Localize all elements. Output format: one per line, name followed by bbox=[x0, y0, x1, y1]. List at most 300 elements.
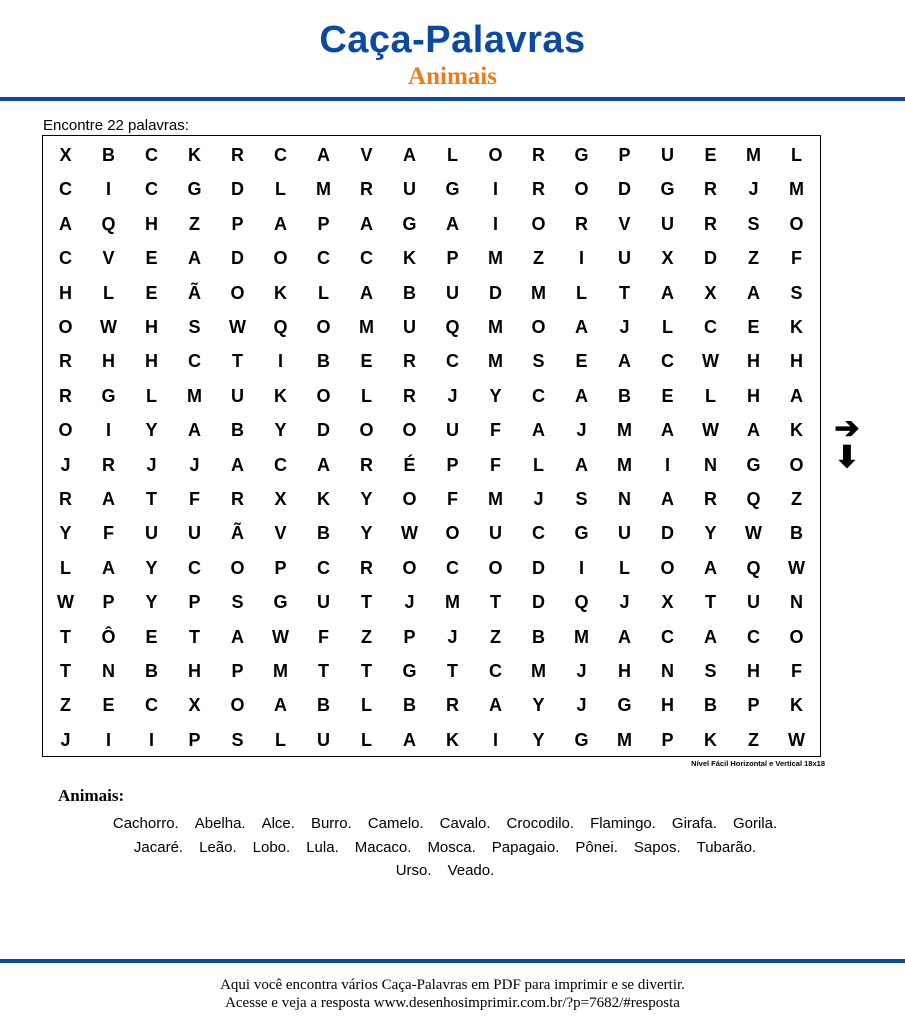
grid-cell: A bbox=[188, 420, 201, 441]
grid-cell: R bbox=[575, 213, 588, 234]
grid-cell: U bbox=[446, 420, 459, 441]
grid-cell: A bbox=[403, 729, 416, 750]
grid-cell: G bbox=[402, 213, 417, 234]
grid-cell: A bbox=[575, 385, 588, 406]
grid-cell: R bbox=[446, 695, 459, 716]
grid-cell: I bbox=[105, 179, 111, 200]
grid-cell: M bbox=[617, 454, 632, 475]
grid-cell: F bbox=[791, 248, 802, 269]
grid-cell: M bbox=[746, 145, 761, 165]
grid-cell: Q bbox=[445, 317, 460, 337]
grid-cell: L bbox=[103, 282, 114, 303]
grid-cell: L bbox=[619, 557, 630, 578]
grid-cell: K bbox=[790, 695, 803, 716]
grid-cell: V bbox=[274, 523, 287, 544]
grid-cell: S bbox=[231, 729, 244, 750]
word-item: Camelo. bbox=[367, 815, 424, 832]
grid-cell: C bbox=[360, 248, 373, 269]
grid-cell: M bbox=[488, 489, 503, 509]
grid-cell: K bbox=[188, 145, 201, 165]
grid-cell: B bbox=[403, 695, 416, 716]
grid-cell: A bbox=[317, 454, 330, 475]
word-list-heading: Animais: bbox=[58, 786, 125, 805]
grid-cell: C bbox=[661, 626, 674, 647]
grid-cell: V bbox=[360, 145, 373, 165]
grid-cell: W bbox=[57, 592, 74, 613]
grid-cell: L bbox=[60, 557, 71, 578]
grid-cell: I bbox=[578, 557, 584, 578]
grid-cell: B bbox=[317, 523, 330, 544]
grid-cell: C bbox=[532, 523, 545, 544]
grid-cell: K bbox=[274, 282, 287, 303]
grid-cell: R bbox=[59, 385, 72, 406]
grid-cell: H bbox=[145, 317, 158, 337]
word-item: Mosca. bbox=[427, 838, 476, 856]
grid-cell: E bbox=[102, 695, 115, 716]
grid-cell: R bbox=[704, 489, 717, 509]
grid-cell: A bbox=[747, 420, 760, 441]
grid-cell: F bbox=[189, 489, 200, 509]
grid-cell: O bbox=[316, 317, 331, 337]
grid-cell: L bbox=[705, 385, 716, 406]
grid-cell: I bbox=[148, 729, 154, 750]
grid-cell: O bbox=[58, 317, 73, 337]
grid-cell: E bbox=[145, 626, 158, 647]
grid-cell: P bbox=[747, 695, 760, 716]
grid-cell: A bbox=[618, 626, 631, 647]
grid-cell: U bbox=[618, 248, 631, 269]
grid-cell: V bbox=[102, 248, 115, 269]
grid-cell: D bbox=[317, 420, 330, 441]
footer-line-1: Aqui você encontra vários Caça-Palavras em PDF para imprimir e se divertir. bbox=[220, 977, 685, 993]
grid-cell: T bbox=[361, 592, 372, 613]
grid-cell: X bbox=[59, 145, 72, 165]
grid-cell: H bbox=[618, 661, 631, 681]
bottom-divider bbox=[0, 959, 905, 963]
grid-cell: R bbox=[704, 179, 717, 200]
grid-cell: Y bbox=[274, 420, 287, 441]
grid-cell: D bbox=[489, 282, 502, 303]
grid-cell: L bbox=[533, 454, 544, 475]
grid-cell: A bbox=[360, 213, 373, 234]
grid-cell: A bbox=[575, 317, 588, 337]
word-item: Crocodilo. bbox=[506, 815, 575, 832]
grid-cell: A bbox=[575, 454, 588, 475]
grid-cell: C bbox=[317, 557, 330, 578]
grid-cell: J bbox=[576, 695, 587, 716]
grid-cell: E bbox=[661, 385, 674, 406]
word-item: Cavalo. bbox=[439, 815, 491, 832]
grid-cell: L bbox=[576, 282, 587, 303]
grid-cell: T bbox=[60, 626, 71, 647]
grid-cell: L bbox=[361, 385, 372, 406]
grid-cell: H bbox=[790, 351, 803, 372]
grid-cell: U bbox=[489, 523, 502, 544]
grid-cell: M bbox=[359, 317, 374, 337]
grid-cell: Z bbox=[490, 626, 501, 647]
grid-cell: U bbox=[231, 385, 244, 406]
word-item: Tubarão. bbox=[696, 838, 757, 856]
grid-cell: Q bbox=[746, 489, 761, 509]
grid-cell: W bbox=[100, 317, 117, 337]
grid-cell: W bbox=[745, 523, 762, 544]
grid-cell: L bbox=[361, 729, 372, 750]
grid-cell: H bbox=[747, 661, 760, 681]
grid-cell: S bbox=[532, 351, 545, 372]
grid-cell: U bbox=[661, 145, 674, 165]
grid-cell: Y bbox=[145, 592, 158, 613]
grid-cell: O bbox=[402, 489, 417, 509]
grid-cell: Y bbox=[360, 523, 373, 544]
grid-cell: C bbox=[145, 695, 158, 716]
grid-cell: T bbox=[232, 351, 243, 372]
grid-cell: H bbox=[145, 351, 158, 372]
grid-cell: Y bbox=[360, 489, 373, 509]
grid-cell: U bbox=[188, 523, 201, 544]
grid-cell: F bbox=[490, 454, 501, 475]
grid-cell: Y bbox=[489, 385, 502, 406]
grid-cell: Z bbox=[791, 489, 802, 509]
grid-cell: Y bbox=[704, 523, 717, 544]
grid-cell: S bbox=[790, 282, 803, 303]
grid-cell: O bbox=[445, 523, 460, 544]
grid-cell: O bbox=[789, 626, 804, 647]
grid-cell: K bbox=[446, 729, 459, 750]
grid-cell: M bbox=[617, 729, 632, 750]
grid-cell: D bbox=[618, 179, 631, 200]
grid-cell: P bbox=[188, 592, 201, 613]
grid-cell: O bbox=[531, 213, 546, 234]
grid-cell: S bbox=[575, 489, 588, 509]
grid-cell: R bbox=[59, 489, 72, 509]
grid-cell: J bbox=[404, 592, 415, 613]
grid-cell: O bbox=[531, 317, 546, 337]
grid-cell: S bbox=[747, 213, 760, 234]
grid-cell: Y bbox=[59, 523, 72, 544]
grid-cell: N bbox=[102, 661, 115, 681]
grid-cell: R bbox=[231, 489, 244, 509]
grid-cell: W bbox=[788, 729, 805, 750]
grid-cell: E bbox=[747, 317, 760, 337]
grid-cell: J bbox=[619, 317, 630, 337]
word-list bbox=[40, 812, 850, 883]
grid-cell: T bbox=[318, 661, 329, 681]
grid-cell: G bbox=[660, 179, 675, 200]
grid-cell: P bbox=[618, 145, 631, 165]
grid-cell: O bbox=[402, 557, 417, 578]
grid-cell: P bbox=[231, 213, 244, 234]
grid-cell: R bbox=[532, 179, 545, 200]
grid-cell: P bbox=[661, 729, 674, 750]
word-item: Macaco. bbox=[354, 838, 412, 856]
grid-cell: F bbox=[791, 661, 802, 681]
grid-cell: P bbox=[317, 213, 330, 234]
grid-cell: U bbox=[661, 213, 674, 234]
grid-cell: C bbox=[489, 661, 502, 681]
grid-cell: P bbox=[446, 454, 459, 475]
grid-cell: A bbox=[790, 385, 803, 406]
grid-cell: B bbox=[618, 385, 631, 406]
grid-cell: L bbox=[791, 145, 802, 165]
grid-cell: K bbox=[790, 420, 803, 441]
grid-cell: I bbox=[664, 454, 670, 475]
grid-cell: G bbox=[402, 661, 417, 681]
grid-cell: H bbox=[59, 282, 72, 303]
word-item: Lobo. bbox=[252, 838, 291, 856]
grid-cell: Z bbox=[361, 626, 372, 647]
grid-cell: I bbox=[277, 351, 283, 372]
grid-cell: T bbox=[189, 626, 200, 647]
grid-cell: E bbox=[145, 282, 158, 303]
grid-cell: T bbox=[490, 592, 501, 613]
grid-cell: A bbox=[661, 282, 674, 303]
grid-cell: V bbox=[618, 213, 631, 234]
grid-cell: U bbox=[403, 317, 416, 337]
grid-cell: L bbox=[447, 145, 458, 165]
grid-cell: I bbox=[492, 213, 498, 234]
grid-cell: O bbox=[230, 282, 245, 303]
grid-cell: A bbox=[661, 489, 674, 509]
grid-cell: O bbox=[402, 420, 417, 441]
grid-cell: X bbox=[661, 592, 674, 613]
grid-cell: P bbox=[403, 626, 416, 647]
grid-cell: M bbox=[789, 179, 804, 200]
word-item: Flamingo. bbox=[590, 815, 656, 832]
grid-cell: R bbox=[403, 351, 416, 372]
grid-cell: F bbox=[447, 489, 458, 509]
grid-cell: A bbox=[747, 282, 760, 303]
grid-cell: B bbox=[532, 626, 545, 647]
grid-cell: H bbox=[747, 351, 760, 372]
grid-cell: H bbox=[747, 385, 760, 406]
grid-cell: B bbox=[790, 523, 803, 544]
grid-cell: K bbox=[317, 489, 330, 509]
grid-cell: D bbox=[532, 592, 545, 613]
grid-cell: C bbox=[274, 145, 287, 165]
grid-cell: L bbox=[662, 317, 673, 337]
grid-cell: O bbox=[230, 695, 245, 716]
grid-cell: C bbox=[661, 351, 674, 372]
grid-cell: Y bbox=[532, 729, 545, 750]
grid-cell: O bbox=[273, 248, 288, 269]
grid-cell: A bbox=[188, 248, 201, 269]
grid-cell: C bbox=[317, 248, 330, 269]
grid-cell: T bbox=[146, 489, 157, 509]
word-item: Urso. bbox=[395, 862, 432, 879]
grid-cell: S bbox=[231, 592, 244, 613]
grid-cell: K bbox=[704, 729, 717, 750]
grid-cell: B bbox=[704, 695, 717, 716]
arrow-down-icon: ⬇ bbox=[834, 441, 860, 474]
grid-cell: R bbox=[59, 351, 72, 372]
grid-cell: C bbox=[532, 385, 545, 406]
grid-cell: U bbox=[618, 523, 631, 544]
grid-cell: R bbox=[102, 454, 115, 475]
grid-cell: U bbox=[317, 729, 330, 750]
grid-cell: Y bbox=[145, 420, 158, 441]
grid-cell: H bbox=[188, 661, 201, 681]
grid-cell: O bbox=[359, 420, 374, 441]
grid-cell: I bbox=[105, 420, 111, 441]
page-title: Caça-Palavras bbox=[319, 19, 586, 61]
grid-cell: A bbox=[59, 213, 72, 234]
grid-cell: F bbox=[490, 420, 501, 441]
grid-cell: B bbox=[231, 420, 244, 441]
grid-cell: J bbox=[447, 385, 458, 406]
grid-cell: C bbox=[59, 248, 72, 269]
grid-cell: J bbox=[146, 454, 157, 475]
grid-cell: H bbox=[102, 351, 115, 372]
grid-cell: R bbox=[403, 385, 416, 406]
word-item: Sapos. bbox=[633, 838, 681, 856]
grid-cell: E bbox=[704, 145, 717, 165]
grid-cell: T bbox=[361, 661, 372, 681]
grid-cell: M bbox=[273, 661, 288, 681]
grid-cell: A bbox=[274, 213, 287, 234]
footer-line-2: Acesse e veja a resposta www.desenhosimprimir.com.br/?p=7682/#resposta bbox=[225, 995, 680, 1011]
grid-cell: C bbox=[188, 351, 201, 372]
grid-cell: U bbox=[145, 523, 158, 544]
grid-cell: Y bbox=[145, 557, 158, 578]
grid-cell: J bbox=[60, 729, 71, 750]
grid-cell: J bbox=[576, 661, 587, 681]
grid-cell: J bbox=[748, 179, 759, 200]
grid-cell: K bbox=[274, 385, 287, 406]
grid-cell: X bbox=[274, 489, 287, 509]
grid-cell: G bbox=[746, 454, 761, 475]
grid-cell: B bbox=[145, 661, 158, 681]
grid-cell: M bbox=[488, 317, 503, 337]
word-item: Cachorro. bbox=[112, 815, 179, 832]
grid-cell: B bbox=[102, 145, 115, 165]
grid-cell: J bbox=[189, 454, 200, 475]
grid-cell: U bbox=[747, 592, 760, 613]
grid-cell: A bbox=[102, 557, 115, 578]
word-item: Girafa. bbox=[671, 815, 717, 832]
grid-cell: O bbox=[789, 454, 804, 475]
grid-cell: I bbox=[492, 179, 498, 200]
word-item: Abelha. bbox=[194, 815, 246, 832]
grid-cell: Ô bbox=[101, 626, 116, 647]
grid-cell: C bbox=[747, 626, 760, 647]
grid-cell: Ã bbox=[231, 523, 244, 544]
grid-cell: C bbox=[446, 351, 459, 372]
grid-cell: J bbox=[533, 489, 544, 509]
grid-cell: X bbox=[704, 282, 717, 303]
grid-cell: T bbox=[619, 282, 630, 303]
grid-cell: J bbox=[447, 626, 458, 647]
grid-cell: J bbox=[576, 420, 587, 441]
grid-cell: B bbox=[317, 351, 330, 372]
grid-cell: A bbox=[704, 626, 717, 647]
grid-cell: P bbox=[231, 661, 244, 681]
grid-cell: A bbox=[102, 489, 115, 509]
grid-cell: R bbox=[360, 557, 373, 578]
grid-cell: A bbox=[489, 695, 502, 716]
grid-cell: R bbox=[360, 454, 373, 475]
grid-cell: A bbox=[231, 626, 244, 647]
grid-cell: B bbox=[317, 695, 330, 716]
grid-cell: L bbox=[275, 729, 286, 750]
grid-cell: É bbox=[403, 454, 416, 475]
grid-cell: K bbox=[403, 248, 416, 269]
grid-cell: A bbox=[532, 420, 545, 441]
grid-cell: R bbox=[704, 213, 717, 234]
grid-cell: L bbox=[275, 179, 286, 200]
grid-cell: U bbox=[446, 282, 459, 303]
grid-cell: C bbox=[704, 317, 717, 337]
word-item: Alce. bbox=[261, 815, 295, 832]
grid-cell: I bbox=[492, 729, 498, 750]
top-divider bbox=[0, 97, 905, 101]
word-item: Pônei. bbox=[575, 838, 618, 856]
grid-cell: C bbox=[188, 557, 201, 578]
word-item: Leão. bbox=[199, 838, 237, 856]
grid-cell: J bbox=[60, 454, 71, 475]
grid-cell: G bbox=[574, 523, 589, 544]
grid-cell: T bbox=[705, 592, 716, 613]
grid-cell: A bbox=[274, 695, 287, 716]
grid-cell: M bbox=[531, 661, 546, 681]
grid-cell: F bbox=[103, 523, 114, 544]
grid-cell: M bbox=[316, 179, 331, 200]
grid-cell: O bbox=[230, 557, 245, 578]
grid-cell: M bbox=[187, 385, 202, 406]
grid-cell: D bbox=[532, 557, 545, 578]
grid-cell: N bbox=[790, 592, 803, 613]
grid-cell: M bbox=[574, 626, 589, 647]
grid-cell: G bbox=[445, 179, 460, 200]
level-note: Nível Fácil Horizontal e Vertical 18x18 bbox=[691, 759, 825, 768]
grid-cell: B bbox=[403, 282, 416, 303]
word-item: Burro. bbox=[310, 815, 352, 832]
grid-cell: G bbox=[574, 145, 589, 165]
grid-cell: C bbox=[145, 179, 158, 200]
grid-cell: G bbox=[574, 729, 589, 750]
grid-cell: O bbox=[58, 420, 73, 441]
grid-cell: D bbox=[704, 248, 717, 269]
grid-cell: L bbox=[318, 282, 329, 303]
grid-cell: W bbox=[229, 317, 246, 337]
grid-cell: P bbox=[446, 248, 459, 269]
grid-cell: W bbox=[702, 351, 719, 372]
grid-cell: N bbox=[661, 661, 674, 681]
grid-cell: I bbox=[105, 729, 111, 750]
instruction-text: Encontre 22 palavras: bbox=[43, 117, 189, 134]
word-item: Papagaio. bbox=[491, 838, 560, 856]
grid-cell: W bbox=[788, 557, 805, 578]
grid-cell: O bbox=[488, 557, 503, 578]
grid-cell: A bbox=[317, 145, 330, 165]
grid-cell: M bbox=[445, 592, 460, 613]
grid-cell: Q bbox=[746, 557, 761, 578]
grid-cell: R bbox=[360, 179, 373, 200]
grid-cell: C bbox=[446, 557, 459, 578]
word-item: Jacaré. bbox=[133, 838, 184, 856]
grid-cell: N bbox=[704, 454, 717, 475]
grid-cell: Z bbox=[533, 248, 544, 269]
grid-cell: E bbox=[145, 248, 158, 269]
grid-cell: A bbox=[231, 454, 244, 475]
word-search-grid bbox=[42, 135, 821, 757]
page-subtitle: Animais bbox=[408, 63, 497, 90]
grid-cell: Y bbox=[532, 695, 545, 716]
grid-cell: K bbox=[790, 317, 803, 337]
grid-cell: O bbox=[574, 179, 589, 200]
grid-cell: I bbox=[578, 248, 584, 269]
grid-cell: S bbox=[704, 661, 717, 681]
grid-cell: M bbox=[531, 282, 546, 303]
